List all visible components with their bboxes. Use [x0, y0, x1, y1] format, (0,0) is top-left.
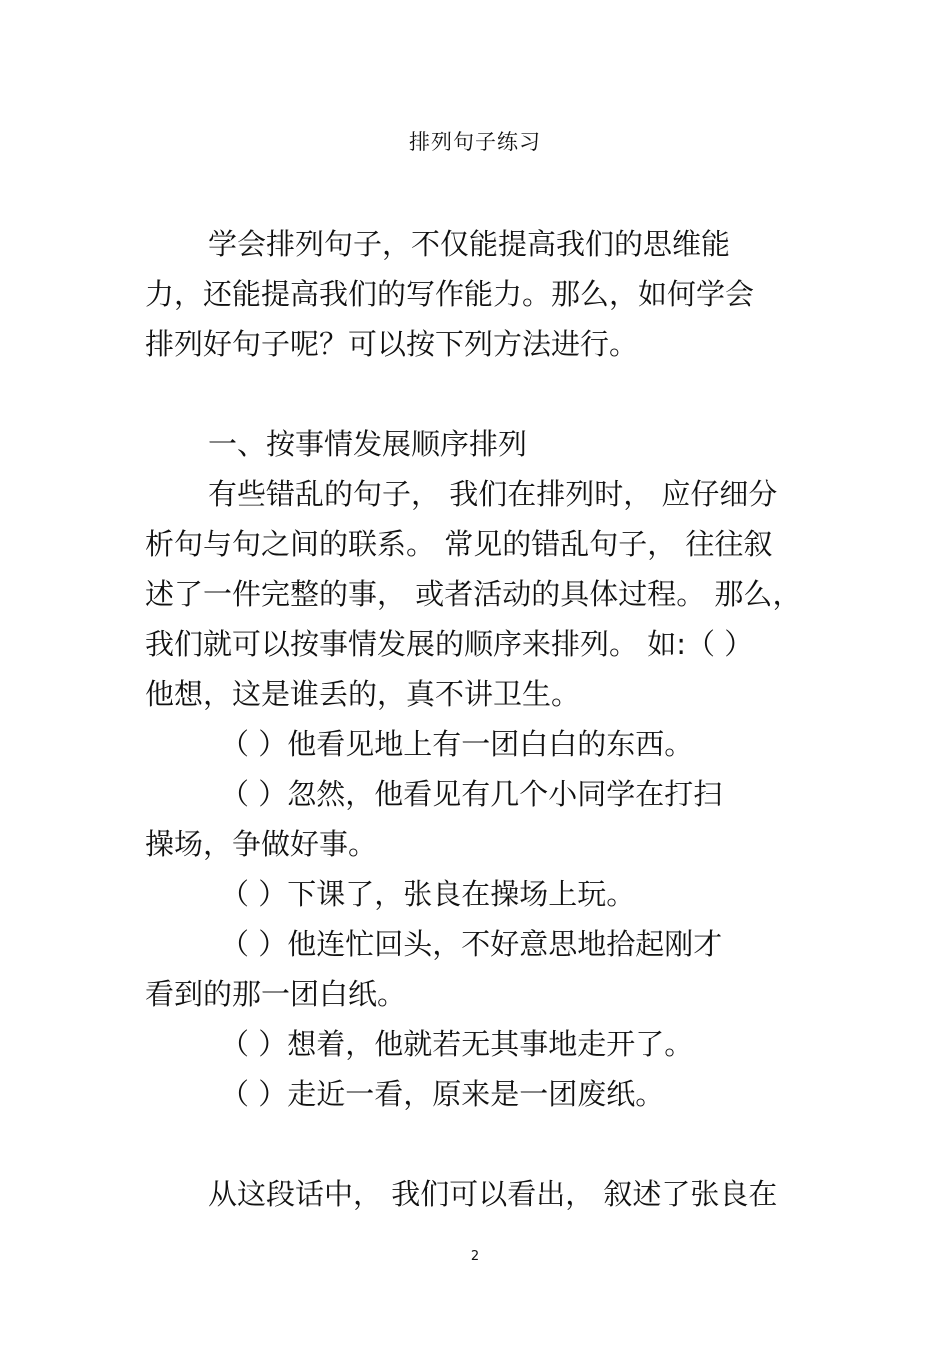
option-text: 下课了，张良在操场上玩。: [287, 877, 636, 911]
closing-line: 从这段话中， 我们可以看出， 叙述了张良在: [208, 1177, 778, 1211]
option-line-6: [220, 1074, 910, 1114]
option-line-5: [220, 1024, 910, 1064]
option-line-2-cont: 操场，争做好事。: [145, 827, 378, 861]
option-blank: （ ）: [220, 777, 288, 811]
section-line-1: 有些错乱的句子， 我们在排列时， 应仔细分: [208, 477, 778, 511]
option-line-4-cont: 看到的那一团白纸。: [145, 977, 407, 1011]
option-blank: （ ）: [220, 727, 288, 761]
section-line-2: 析句与句之间的联系。 常见的错乱句子， 往往叙: [145, 527, 773, 561]
section-line-5: 他想，这是谁丢的，真不讲卫生。: [145, 677, 581, 711]
option-text: 他看见地上有一团白白的东西。: [287, 727, 694, 761]
option-line-3: [220, 874, 910, 914]
page-title: 排列句子练习: [409, 130, 541, 154]
section-heading: 一、按事情发展顺序排列: [208, 427, 528, 461]
option-blank: （ ）: [220, 927, 288, 961]
option-text: 走近一看，原来是一团废纸。: [287, 1077, 665, 1111]
intro-line-2: 力，还能提高我们的写作能力。那么，如何学会: [145, 277, 755, 311]
page-number: 2: [470, 1249, 480, 1264]
option-line-2: [220, 774, 910, 814]
option-line-1: [220, 724, 910, 764]
section-line-4: 我们就可以按事情发展的顺序来排列。 如:（ ）: [145, 627, 754, 661]
section-line-3: 述了一件完整的事， 或者活动的具体过程。 那么，: [145, 577, 802, 611]
option-line-4: [220, 924, 910, 964]
option-blank: （ ）: [220, 1077, 288, 1111]
option-blank: （ ）: [220, 1027, 288, 1061]
option-text: 他连忙回头，不好意思地拾起刚才: [287, 927, 723, 961]
intro-line-1: 学会排列句子，不仅能提高我们的思维能: [208, 227, 731, 261]
option-blank: （ ）: [220, 877, 288, 911]
option-text: 忽然，他看见有几个小同学在打扫: [287, 777, 723, 811]
option-text: 想着，他就若无其事地走开了。: [287, 1027, 694, 1061]
intro-line-3: 排列好句子呢？可以按下列方法进行。: [145, 327, 639, 361]
